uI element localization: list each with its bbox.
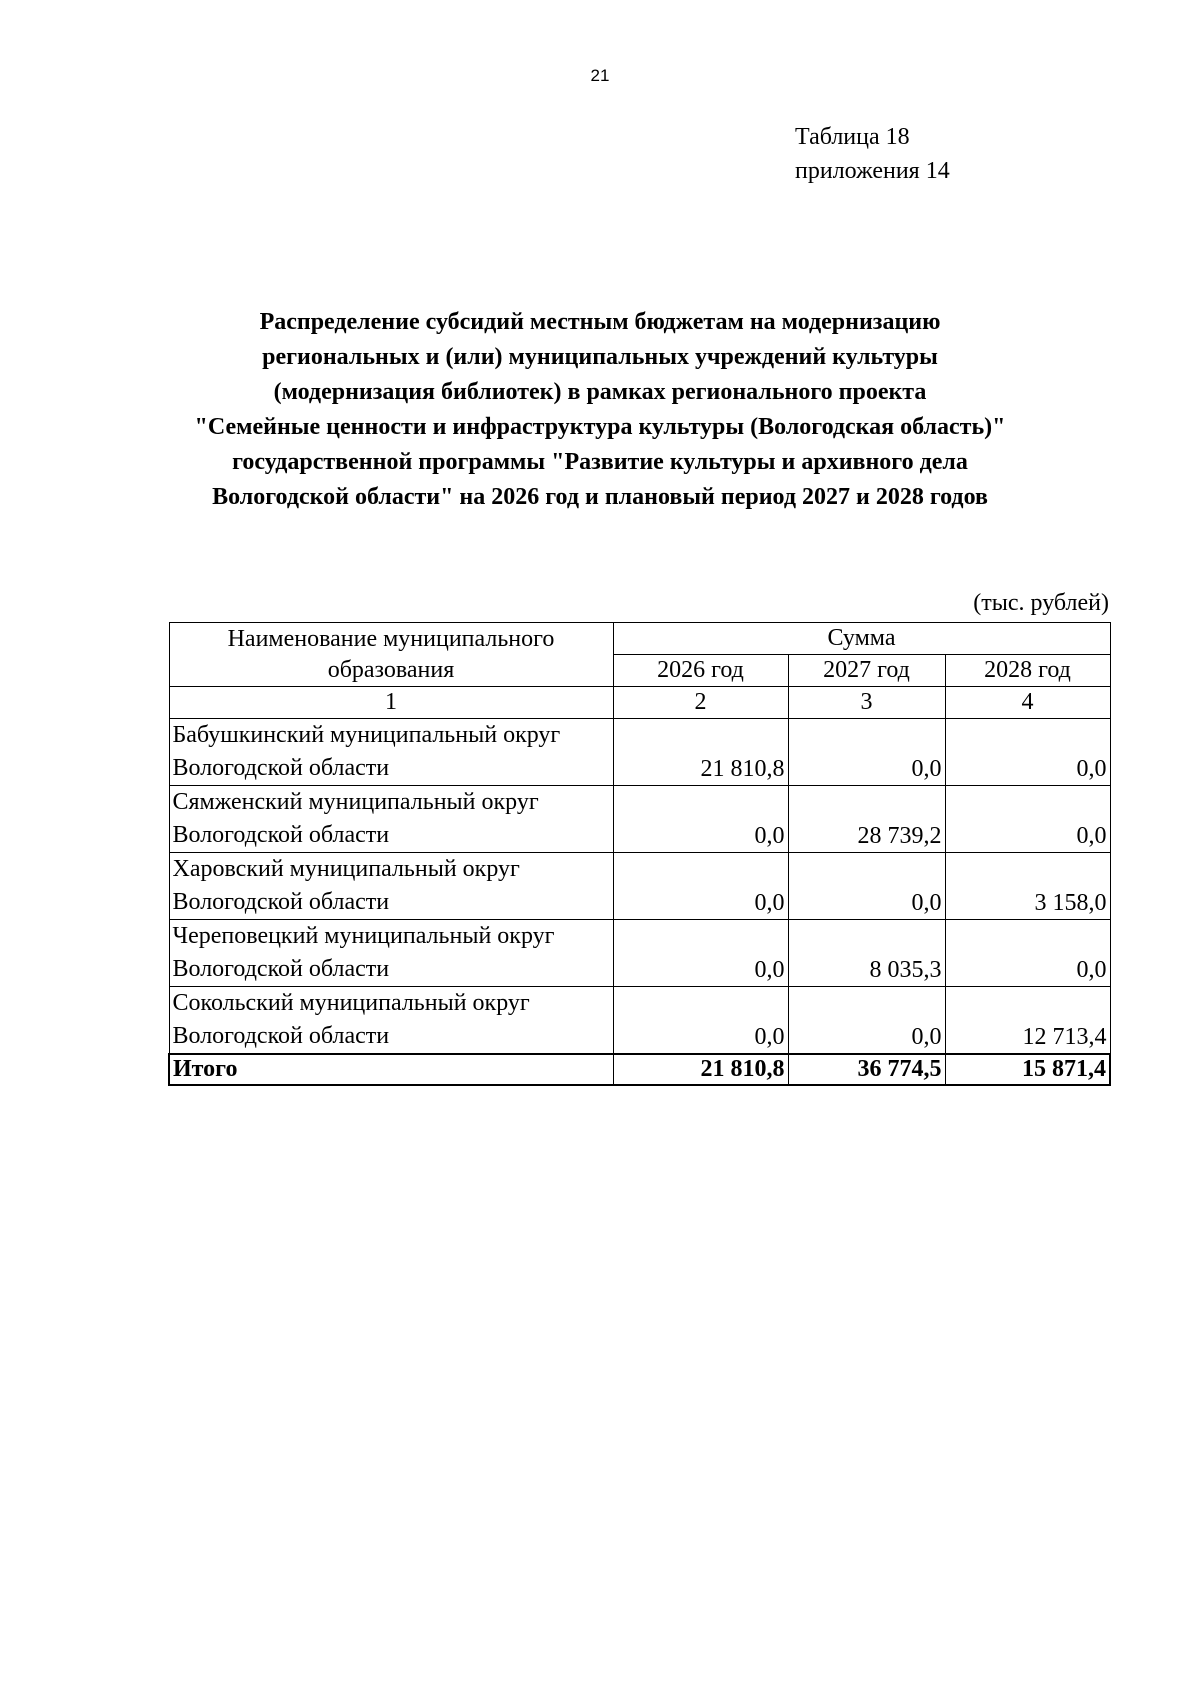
municipality-name-line: Вологодской области [172,1023,390,1049]
column-number: 2 [613,687,788,719]
municipality-name-line: Вологодской области [172,956,390,982]
value-2026: 0,0 [613,987,788,1055]
header-name: Наименование муниципального образования [169,623,613,687]
municipality-name-line: Сямженский муниципальный округ [172,789,539,815]
header-sum: Сумма [613,623,1110,655]
value-2028: 3 158,0 [945,853,1110,920]
total-2027: 36 774,5 [788,1054,945,1085]
table-reference [795,120,950,188]
column-number: 1 [169,687,613,719]
value-2028: 0,0 [945,920,1110,987]
subsidy-table [168,622,1111,1086]
table-row [169,719,1110,786]
table-row [169,987,1110,1055]
municipality-name-line: Вологодской области [172,755,390,781]
title-line: государственной программы "Развитие культуры и архивного дела [232,449,968,475]
total-label: Итого [169,1054,613,1085]
municipality-name [169,987,613,1055]
municipality-name-line: Череповецкий муниципальный округ [172,923,555,949]
title-line: Вологодской области" на 2026 год и плановый период 2027 и 2028 годов [212,484,988,510]
municipality-name-line: Харовский муниципальный округ [172,856,520,882]
appendix-number: приложения 14 [795,158,950,184]
column-number: 4 [945,687,1110,719]
value-2027: 28 739,2 [788,786,945,853]
value-2028: 0,0 [945,786,1110,853]
total-2026: 21 810,8 [613,1054,788,1085]
municipality-name-line: Бабушкинский муниципальный округ [172,722,561,748]
municipality-name [169,920,613,987]
value-2028: 12 713,4 [945,987,1110,1055]
value-2027: 8 035,3 [788,920,945,987]
title-line: (модернизация библиотек) в рамках регионального проекта [273,379,927,405]
header-year: 2028 год [945,655,1110,687]
table-row [169,786,1110,853]
municipality-name-line: Вологодской области [172,822,390,848]
column-number: 3 [788,687,945,719]
header-year: 2027 год [788,655,945,687]
value-2026: 0,0 [613,920,788,987]
municipality-name-line: Сокольский муниципальный округ [172,990,530,1016]
page-number: 21 [590,66,610,85]
municipality-name [169,853,613,920]
header-year: 2026 год [613,655,788,687]
title-line: Распределение субсидий местным бюджетам на модернизацию [259,309,941,335]
municipality-name [169,719,613,786]
total-2028: 15 871,4 [945,1054,1110,1085]
title-line: "Семейные ценности и инфраструктура культуры (Вологодская область)" [194,414,1006,440]
value-2026: 21 810,8 [613,719,788,786]
title-line: региональных и (или) муниципальных учреждений культуры [262,344,938,370]
value-2027: 0,0 [788,853,945,920]
table-row [169,853,1110,920]
total-row [169,1054,1110,1085]
municipality-name-line: Вологодской области [172,889,390,915]
value-2027: 0,0 [788,987,945,1055]
value-2026: 0,0 [613,853,788,920]
table-row [169,920,1110,987]
table-number: Таблица 18 [795,124,910,150]
document-title [150,305,1050,515]
units-label: (тыс. рублей) [973,590,1109,616]
column-numbers-row [169,687,1110,719]
municipality-name [169,786,613,853]
value-2027: 0,0 [788,719,945,786]
value-2026: 0,0 [613,786,788,853]
header-row [169,623,1110,655]
value-2028: 0,0 [945,719,1110,786]
